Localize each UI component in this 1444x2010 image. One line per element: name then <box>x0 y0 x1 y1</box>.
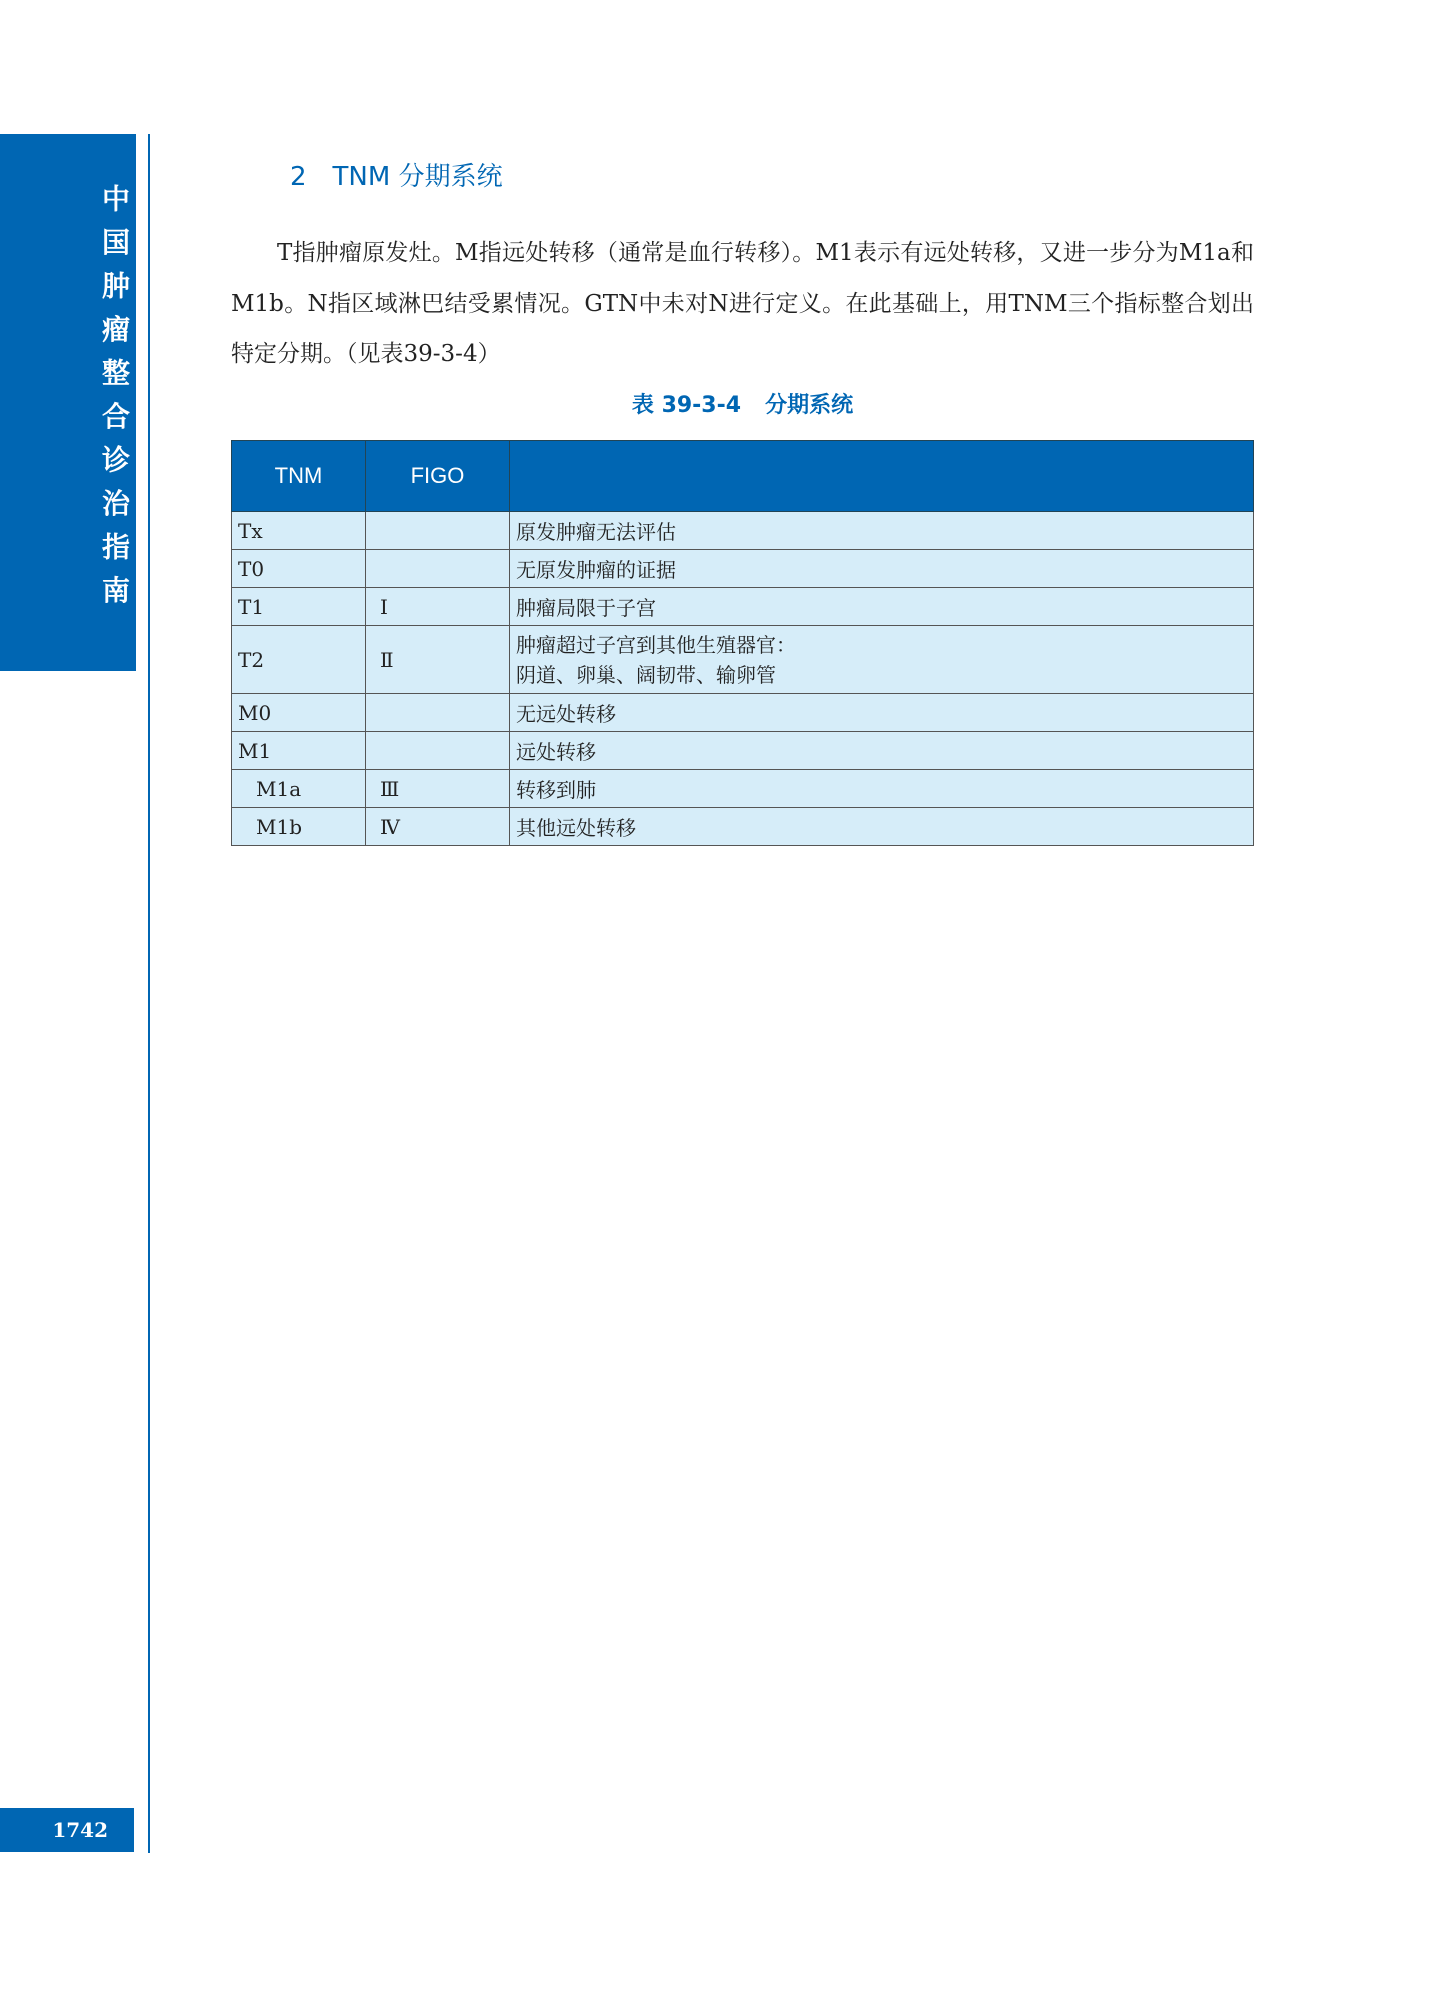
cell-desc: 远处转移 <box>510 732 1254 770</box>
table-row <box>232 512 1254 550</box>
caption-number: 表 39-3-4 <box>631 393 742 418</box>
cell-figo <box>366 512 510 550</box>
cell-figo: Ⅱ <box>366 626 510 694</box>
cell-figo <box>366 732 510 770</box>
cell-tnm: M0 <box>232 694 366 732</box>
cell-figo: Ⅳ <box>366 808 510 846</box>
table-row <box>232 550 1254 588</box>
book-title: 中国肿瘤整合诊治指南 <box>98 184 131 619</box>
cell-figo: Ⅲ <box>366 770 510 808</box>
cell-tnm: T0 <box>232 550 366 588</box>
cell-tnm: T2 <box>232 626 366 694</box>
caption-title: 分期系统 <box>765 393 854 418</box>
table-header <box>232 441 1254 512</box>
cell-tnm: M1 <box>232 732 366 770</box>
table-row <box>232 732 1254 770</box>
desc-line: 肿瘤超过子宫到其他生殖器官： <box>516 632 796 657</box>
cell-desc <box>510 626 1254 694</box>
section-number: 2 <box>290 162 307 192</box>
cell-tnm: M1a <box>232 770 366 808</box>
table-row <box>232 770 1254 808</box>
cell-tnm: T1 <box>232 588 366 626</box>
cell-figo <box>366 550 510 588</box>
cell-desc: 肿瘤局限于子宫 <box>510 588 1254 626</box>
cell-desc: 转移到肺 <box>510 770 1254 808</box>
header-figo: FIGO <box>366 441 510 512</box>
table-row <box>232 694 1254 732</box>
staging-table <box>231 440 1254 846</box>
cell-desc: 无远处转移 <box>510 694 1254 732</box>
cell-tnm: Tx <box>232 512 366 550</box>
table-caption <box>231 388 1254 419</box>
header-tnm: TNM <box>232 441 366 512</box>
desc-line: 阴道、卵巢、阔韧带、输卵管 <box>516 662 776 687</box>
table-row <box>232 588 1254 626</box>
table-row <box>232 626 1254 694</box>
table-row <box>232 808 1254 846</box>
body-paragraph: T指肿瘤原发灶。M指远处转移（通常是血行转移）。M1表示有远处转移，又进一步分为M1a和M1b。N指区域淋巴结受累情况。GTN中未对N进行定义。在此基础上，用TNM三个指标整合划出特定分期。（见表39-3-4） <box>231 240 1254 367</box>
section-heading <box>290 156 503 193</box>
cell-desc: 其他远处转移 <box>510 808 1254 846</box>
sidebar-banner <box>0 134 136 671</box>
cell-desc: 无原发肿瘤的证据 <box>510 550 1254 588</box>
page-number: 1742 <box>0 1808 134 1852</box>
cell-desc: 原发肿瘤无法评估 <box>510 512 1254 550</box>
cell-figo <box>366 694 510 732</box>
margin-rule <box>148 134 150 1853</box>
cell-figo: Ⅰ <box>366 588 510 626</box>
header-desc <box>510 441 1254 512</box>
cell-tnm: M1b <box>232 808 366 846</box>
section-title: TNM 分期系统 <box>332 162 503 192</box>
